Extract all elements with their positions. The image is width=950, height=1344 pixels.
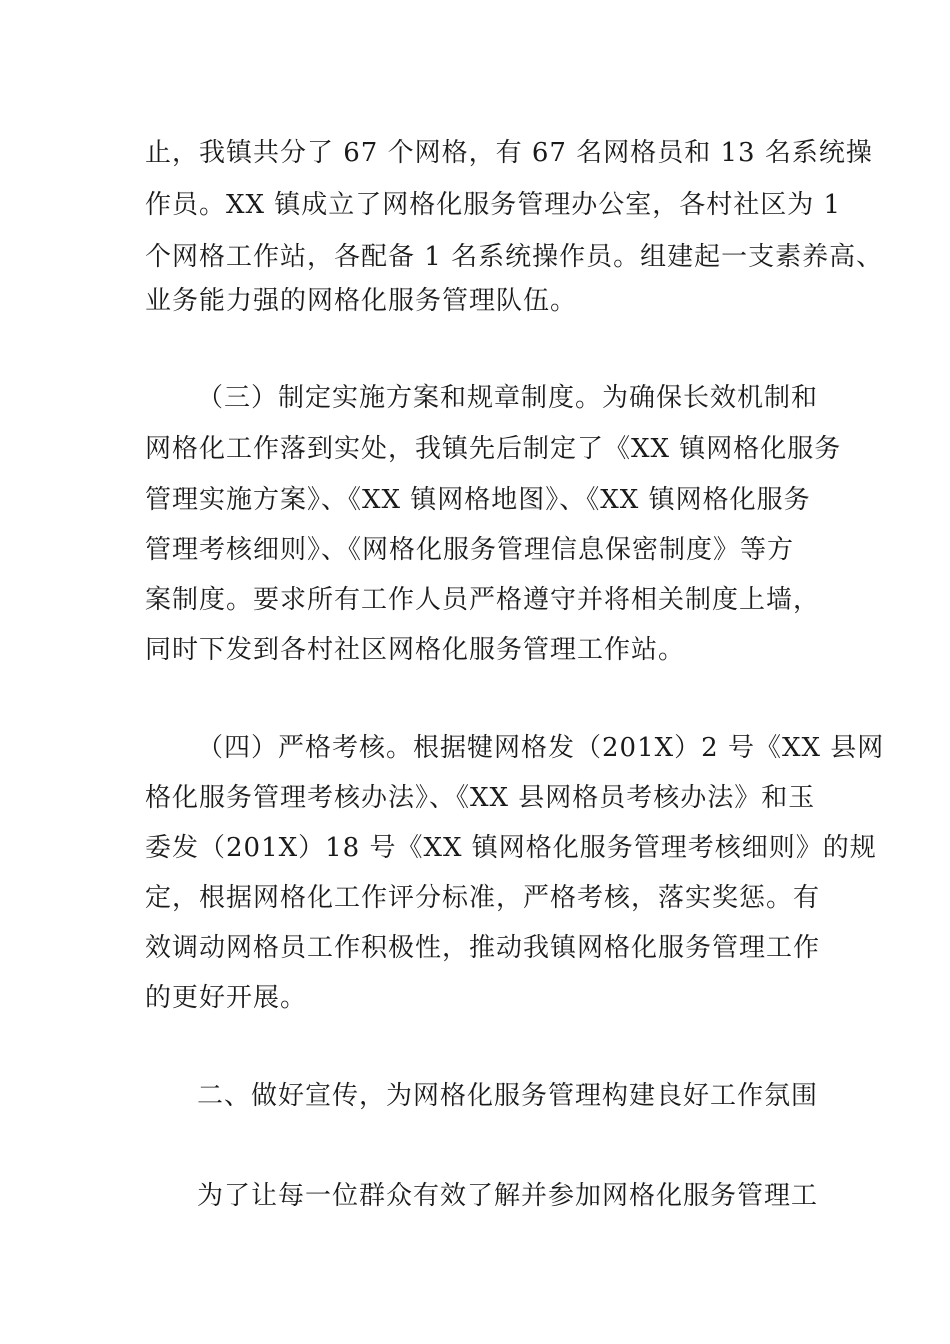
paragraph-2-line-4: 管理考核细则》、《网格化服务管理信息保密制度》等方 [145, 535, 795, 565]
paragraph-3-line-5: 效调动网格员工作积极性，推动我镇网格化服务管理工作 [145, 933, 821, 963]
paragraph-4-line-1: 为了让每一位群众有效了解并参加网格化服务管理工 [197, 1181, 819, 1211]
paragraph-2-line-3: 管理实施方案》、《XX 镇网格地图》、《XX 镇网格化服务 [145, 485, 811, 515]
paragraph-1-line-1: 止，我镇共分了 67 个网格，有 67 名网格员和 13 名系统操 [145, 138, 873, 168]
paragraph-2-line-6: 同时下发到各村社区网格化服务管理工作站。 [145, 635, 686, 665]
paragraph-2-line-5: 案制度。要求所有工作人员严格遵守并将相关制度上墙， [145, 585, 821, 615]
paragraph-3-line-3: 委发（201X）18 号《XX 镇网格化服务管理考核细则》的规 [145, 833, 877, 863]
paragraph-1-line-4: 业务能力强的网格化服务管理队伍。 [145, 286, 578, 316]
paragraph-2-line-2: 网格化工作落到实处，我镇先后制定了《XX 镇网格化服务 [145, 434, 842, 464]
paragraph-3-line-1: （四）严格考核。根据犍网格发（201X）2 号《XX 县网 [197, 733, 885, 763]
paragraph-2-line-1: （三）制定实施方案和规章制度。为确保长效机制和 [197, 383, 819, 413]
paragraph-3-line-2: 格化服务管理考核办法》、《XX 县网格员考核办法》和玉 [145, 783, 816, 813]
paragraph-1-line-3: 个网格工作站，各配备 1 名系统操作员。组建起一支素养高、 [145, 242, 884, 272]
paragraph-1-line-2: 作员。XX 镇成立了网格化服务管理办公室，各村社区为 1 [145, 190, 842, 220]
paragraph-3-line-6: 的更好开展。 [145, 983, 308, 1013]
paragraph-3-line-4: 定，根据网格化工作评分标准，严格考核，落实奖惩。有 [145, 883, 821, 913]
section-heading: 二、做好宣传，为网格化服务管理构建良好工作氛围 [197, 1081, 819, 1111]
